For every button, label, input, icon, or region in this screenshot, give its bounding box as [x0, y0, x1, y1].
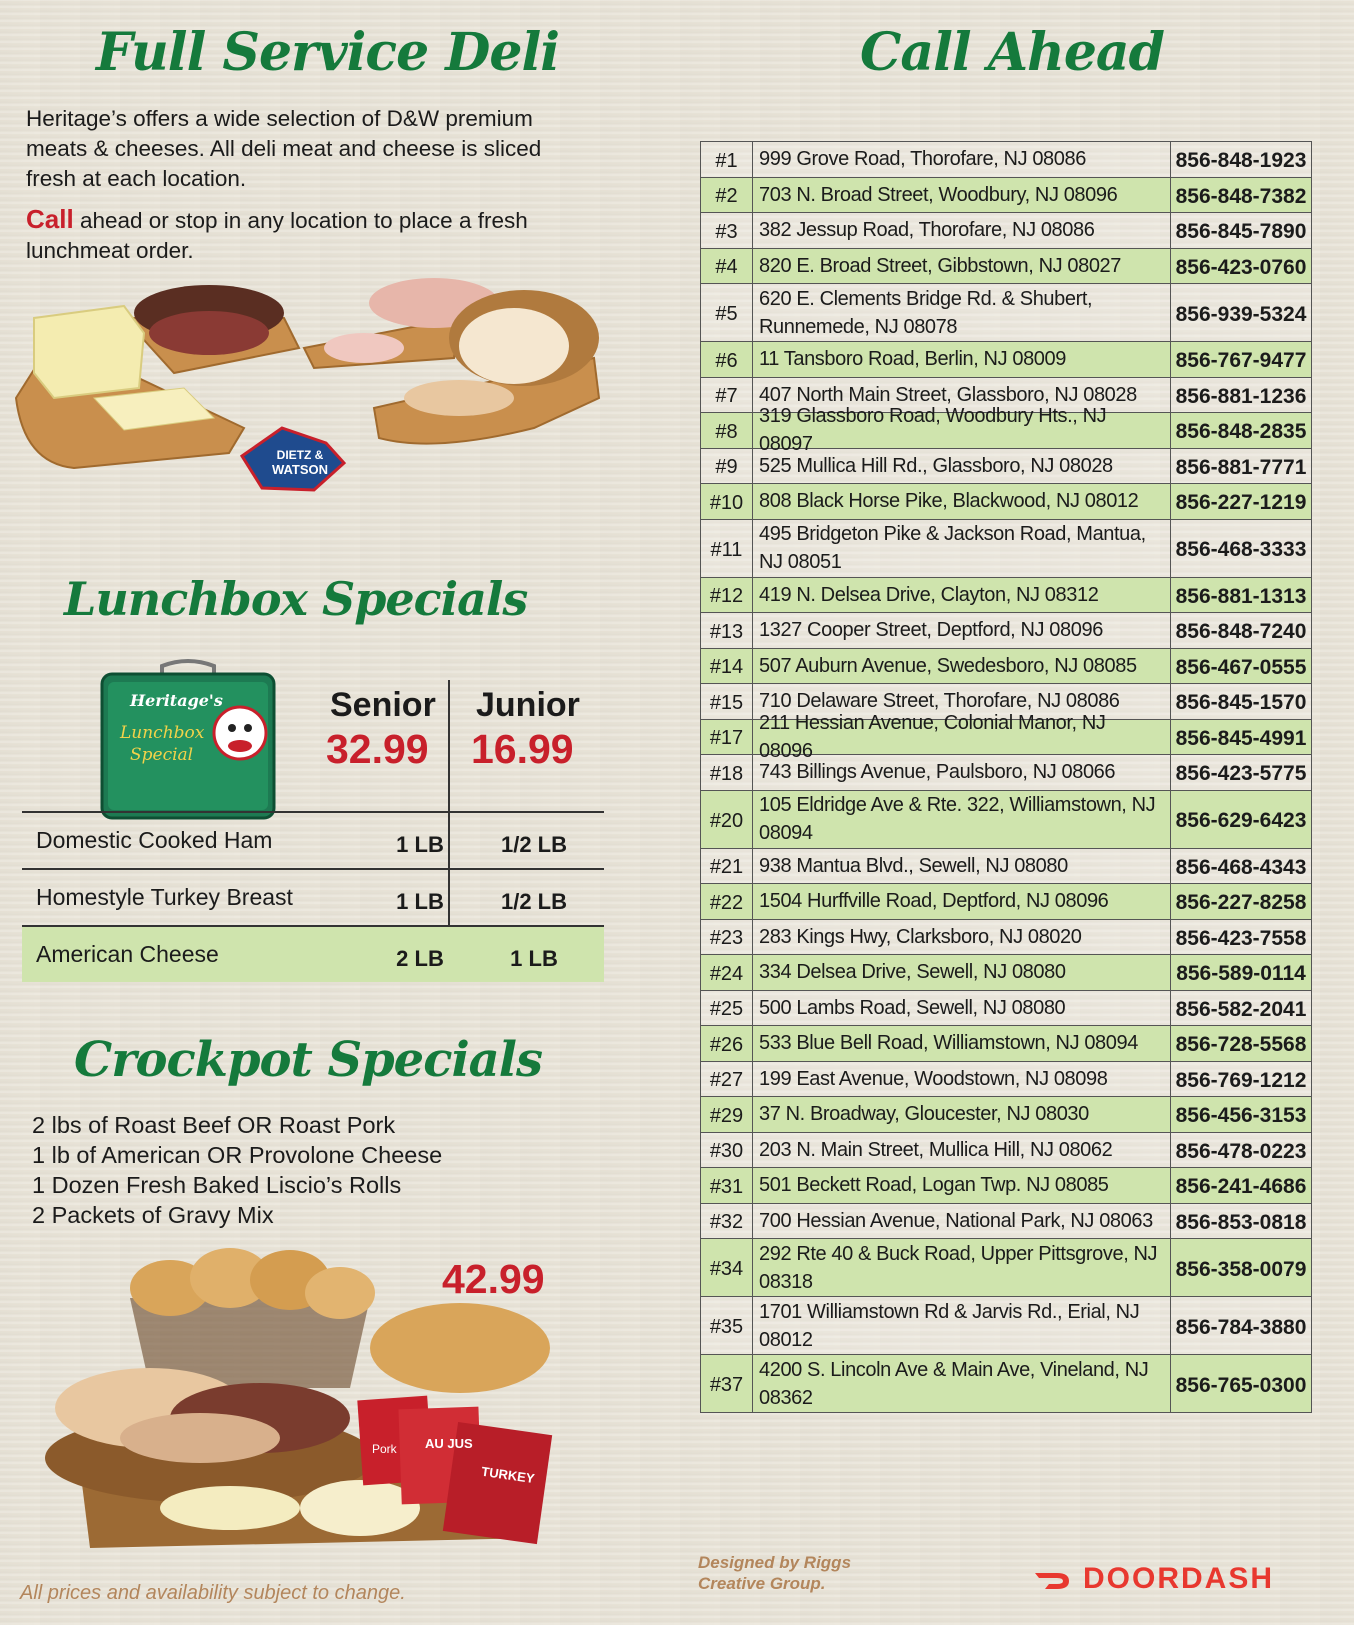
box-label1: Lunchbox — [120, 723, 205, 743]
table-row — [701, 283, 1311, 341]
store-address: 382 Jessup Road, Thorofare, NJ 08086 — [753, 213, 1171, 248]
store-number: #5 — [701, 284, 753, 341]
lunchbox-item-name: American Cheese — [36, 941, 219, 967]
store-number: #29 — [701, 1097, 753, 1132]
store-number: #34 — [701, 1239, 753, 1296]
lunchbox-item-name: Domestic Cooked Ham — [36, 827, 273, 853]
call-word: Call — [26, 204, 74, 234]
store-number: #7 — [701, 378, 753, 413]
store-address: 533 Blue Bell Road, Williamstown, NJ 08094 — [753, 1026, 1171, 1061]
store-phone[interactable]: 856-848-7240 — [1175, 620, 1307, 644]
crockpot-list — [32, 1110, 442, 1230]
table-row — [701, 1296, 1311, 1354]
lunchbox-row — [22, 811, 604, 868]
table-row — [701, 711, 1311, 762]
lunchbox-junior-qty: 1/2 LB — [500, 831, 568, 857]
store-phone[interactable]: 856-728-5568 — [1175, 1033, 1307, 1057]
lunchbox-row — [22, 925, 604, 982]
table-row — [701, 612, 1311, 648]
store-number: #31 — [701, 1168, 753, 1203]
store-address: 334 Delsea Drive, Sewell, NJ 08080 — [753, 955, 1171, 990]
store-number: #17 — [701, 720, 753, 755]
table-row — [701, 142, 1311, 177]
table-row — [701, 990, 1311, 1026]
lunchbox-junior-qty: 1/2 LB — [500, 888, 568, 914]
store-address: 700 Hessian Avenue, National Park, NJ 08063 — [753, 1204, 1171, 1239]
senior-price: 32.99 — [326, 726, 429, 772]
store-phone[interactable]: 856-423-5775 — [1175, 762, 1307, 786]
store-address: 1327 Cooper Street, Deptford, NJ 08096 — [753, 613, 1171, 648]
store-number: #22 — [701, 884, 753, 919]
table-row — [701, 919, 1311, 955]
store-phone[interactable]: 856-939-5324 — [1175, 302, 1307, 326]
store-phone[interactable]: 856-848-1923 — [1175, 149, 1307, 173]
store-address: 620 E. Clements Bridge Rd. & Shubert, Runnemede, NJ 08078 — [753, 284, 1171, 341]
table-row — [701, 648, 1311, 684]
store-phone[interactable]: 856-582-2041 — [1175, 997, 1307, 1021]
store-address: 292 Rte 40 & Buck Road, Upper Pittsgrove, NJ 08318 — [753, 1239, 1171, 1296]
lunchbox-table — [22, 811, 604, 982]
store-phone[interactable]: 856-589-0114 — [1176, 962, 1306, 986]
store-phone[interactable]: 856-467-0555 — [1175, 655, 1307, 679]
disclaimer: All prices and availability subject to change. — [20, 1582, 406, 1604]
table-row — [701, 1167, 1311, 1203]
deli-call-text — [26, 204, 596, 266]
designer-line2: Creative Group. — [698, 1574, 826, 1593]
senior-label: Senior — [330, 686, 436, 724]
store-number: #2 — [701, 178, 753, 213]
store-phone[interactable]: 856-848-7382 — [1175, 184, 1307, 208]
store-phone[interactable]: 856-765-0300 — [1175, 1373, 1307, 1397]
store-address: 1504 Hurffville Road, Deptford, NJ 08096 — [753, 884, 1171, 919]
store-phone[interactable]: 856-845-4991 — [1175, 726, 1307, 750]
list-item: 2 Packets of Gravy Mix — [32, 1202, 274, 1228]
store-number: #21 — [701, 849, 753, 884]
store-address: 11 Tansboro Road, Berlin, NJ 08009 — [753, 342, 1171, 377]
store-number: #14 — [701, 649, 753, 684]
store-address: 820 E. Broad Street, Gibbstown, NJ 08027 — [753, 249, 1171, 284]
deli-intro: Heritage’s offers a wide selection of D&W premium meats & cheeses. All deli meat and cheese is sliced fresh at each location. — [26, 106, 542, 191]
store-phone[interactable]: 856-358-0079 — [1175, 1257, 1307, 1281]
store-address: 703 N. Broad Street, Woodbury, NJ 08096 — [753, 178, 1171, 213]
lunchbox-senior-qty: 1 LB — [396, 888, 444, 914]
list-item: 2 lbs of Roast Beef OR Roast Pork — [32, 1112, 396, 1138]
store-number: #4 — [701, 249, 753, 284]
packet-label: Pork — [372, 1442, 397, 1456]
store-number: #30 — [701, 1133, 753, 1168]
store-address: 283 Kings Hwy, Clarksboro, NJ 08020 — [753, 920, 1171, 955]
lunchbox-image — [100, 658, 276, 820]
list-item: 1 lb of American OR Provolone Cheese — [32, 1142, 443, 1168]
store-address: 525 Mullica Hill Rd., Glassboro, NJ 08028 — [753, 449, 1171, 484]
table-row — [701, 405, 1311, 456]
store-number: #26 — [701, 1026, 753, 1061]
store-number: #10 — [701, 484, 753, 519]
junior-price: 16.99 — [471, 726, 574, 772]
store-phone[interactable]: 856-881-1313 — [1175, 584, 1307, 608]
doordash-text: DOORDASH — [1083, 1562, 1275, 1595]
store-phone[interactable]: 856-468-4343 — [1175, 855, 1307, 879]
table-row — [701, 483, 1311, 519]
store-phone[interactable]: 856-423-0760 — [1175, 255, 1307, 279]
store-phone[interactable]: 856-845-1570 — [1175, 691, 1307, 715]
store-phone[interactable]: 856-881-1236 — [1175, 384, 1307, 408]
lunchbox-senior-qty: 2 LB — [396, 945, 444, 971]
store-address: 203 N. Main Street, Mullica Hill, NJ 08062 — [753, 1133, 1171, 1168]
store-number: #9 — [701, 449, 753, 484]
store-phone[interactable]: 856-853-0818 — [1175, 1210, 1307, 1234]
store-phone[interactable]: 856-227-8258 — [1175, 891, 1307, 915]
table-row — [701, 341, 1311, 377]
store-address: 938 Mantua Blvd., Sewell, NJ 08080 — [753, 849, 1171, 884]
designer-credit — [698, 1552, 851, 1594]
store-number: #23 — [701, 920, 753, 955]
table-row — [701, 1061, 1311, 1097]
store-number: #27 — [701, 1062, 753, 1097]
store-address: 501 Beckett Road, Logan Twp. NJ 08085 — [753, 1168, 1171, 1203]
store-address: 495 Bridgeton Pike & Jackson Road, Mantua, NJ 08051 — [753, 520, 1171, 577]
call-rest: ahead or stop in any location to place a fresh lunchmeat order. — [26, 208, 528, 263]
store-address: 500 Lambs Road, Sewell, NJ 08080 — [753, 991, 1171, 1026]
lunchbox-item-name: Homestyle Turkey Breast — [36, 884, 293, 910]
junior-label: Junior — [476, 686, 580, 724]
table-row — [701, 1132, 1311, 1168]
table-row — [701, 1203, 1311, 1239]
deli-meats-image — [14, 278, 624, 513]
store-number: #13 — [701, 613, 753, 648]
table-row — [701, 883, 1311, 919]
doordash-icon — [1033, 1567, 1073, 1591]
store-address: 37 N. Broadway, Gloucester, NJ 08030 — [753, 1097, 1171, 1132]
store-phone[interactable]: 856-478-0223 — [1175, 1139, 1307, 1163]
table-row — [701, 1025, 1311, 1061]
store-phone[interactable]: 856-769-1212 — [1175, 1068, 1307, 1092]
store-number: #11 — [701, 520, 753, 577]
store-phone[interactable]: 856-456-3153 — [1175, 1104, 1307, 1128]
logo-line1: DIETZ & — [276, 448, 324, 462]
store-number: #32 — [701, 1204, 753, 1239]
store-address: 211 Hessian Avenue, Colonial Manor, NJ 08096 — [753, 720, 1171, 755]
table-row — [701, 577, 1311, 613]
store-number: #24 — [701, 955, 753, 990]
lunchbox-junior-qty: 1 LB — [510, 945, 558, 971]
store-phone[interactable]: 856-468-3333 — [1175, 538, 1307, 561]
store-address: 507 Auburn Avenue, Swedesboro, NJ 08085 — [753, 649, 1171, 684]
store-address: 407 North Main Street, Glassboro, NJ 08028 — [753, 378, 1171, 413]
store-number: #20 — [701, 791, 753, 848]
table-row — [701, 1238, 1311, 1296]
store-number: #37 — [701, 1355, 753, 1412]
store-number: #15 — [701, 684, 753, 719]
store-number: #35 — [701, 1297, 753, 1354]
lunchbox-row — [22, 868, 604, 925]
store-address: 199 East Avenue, Woodstown, NJ 08098 — [753, 1062, 1171, 1097]
store-address: 743 Billings Avenue, Paulsboro, NJ 08066 — [753, 755, 1171, 790]
store-phone[interactable]: 856-767-9477 — [1175, 349, 1307, 373]
store-phone[interactable]: 856-423-7558 — [1175, 926, 1307, 950]
store-address: 1701 Williamstown Rd & Jarvis Rd., Erial, NJ 08012 — [753, 1297, 1171, 1354]
table-row — [701, 177, 1311, 213]
store-address: 105 Eldridge Ave & Rte. 322, Williamstown, NJ 08094 — [753, 791, 1171, 848]
store-address: 710 Delaware Street, Thorofare, NJ 08086 — [753, 684, 1171, 719]
store-phone[interactable]: 856-241-4686 — [1175, 1175, 1307, 1199]
lunchbox-senior-qty: 1 LB — [396, 831, 444, 857]
store-phone[interactable]: 856-848-2835 — [1175, 420, 1307, 444]
table-row — [701, 248, 1311, 284]
table-row — [701, 1096, 1311, 1132]
store-number: #1 — [701, 142, 753, 177]
store-number: #25 — [701, 991, 753, 1026]
box-label2: Special — [130, 745, 194, 765]
logo-line2: WATSON — [271, 462, 329, 477]
table-row — [701, 212, 1311, 248]
store-address: 319 Glassboro Road, Woodbury Hts., NJ 08097 — [753, 413, 1171, 448]
packet-label: TURKEY — [480, 1463, 536, 1487]
store-phone[interactable]: 856-881-7771 — [1175, 455, 1307, 479]
deli-title: Full Service Deli — [96, 22, 559, 83]
doordash-logo[interactable] — [1033, 1562, 1274, 1596]
store-number: #12 — [701, 578, 753, 613]
designer-line1: Designed by Riggs — [698, 1553, 852, 1572]
store-number: #8 — [701, 413, 753, 448]
store-phone[interactable]: 856-227-1219 — [1175, 491, 1307, 515]
store-phone[interactable]: 856-629-6423 — [1175, 809, 1307, 832]
packet-label: AU JUS — [425, 1436, 473, 1451]
list-item: 1 Dozen Fresh Baked Liscio’s Rolls — [32, 1172, 402, 1198]
store-address: 808 Black Horse Pike, Blackwood, NJ 08012 — [753, 484, 1171, 519]
crockpot-price: 42.99 — [442, 1256, 545, 1302]
lunchbox-title: Lunchbox Specials — [64, 572, 528, 626]
store-number: #3 — [701, 213, 753, 248]
box-brand: Heritage's — [130, 691, 223, 710]
store-address: 419 N. Delsea Drive, Clayton, NJ 08312 — [753, 578, 1171, 613]
crockpot-title: Crockpot Specials — [74, 1032, 543, 1088]
dietz-watson-logo — [242, 428, 344, 490]
store-number: #6 — [701, 342, 753, 377]
store-address: 4200 S. Lincoln Ave & Main Ave, Vineland, NJ 08362 — [753, 1355, 1171, 1412]
table-row — [701, 754, 1311, 790]
call-ahead-title: Call Ahead — [860, 22, 1164, 83]
table-row — [701, 954, 1311, 990]
store-phone[interactable]: 856-845-7890 — [1175, 220, 1307, 244]
table-row — [701, 448, 1311, 484]
store-number: #18 — [701, 755, 753, 790]
table-row — [701, 848, 1311, 884]
store-table — [700, 141, 1312, 1413]
store-address: 999 Grove Road, Thorofare, NJ 08086 — [753, 142, 1171, 177]
store-phone[interactable]: 856-784-3880 — [1175, 1315, 1307, 1339]
table-row — [701, 519, 1311, 577]
table-row — [701, 1354, 1311, 1412]
table-row — [701, 790, 1311, 848]
